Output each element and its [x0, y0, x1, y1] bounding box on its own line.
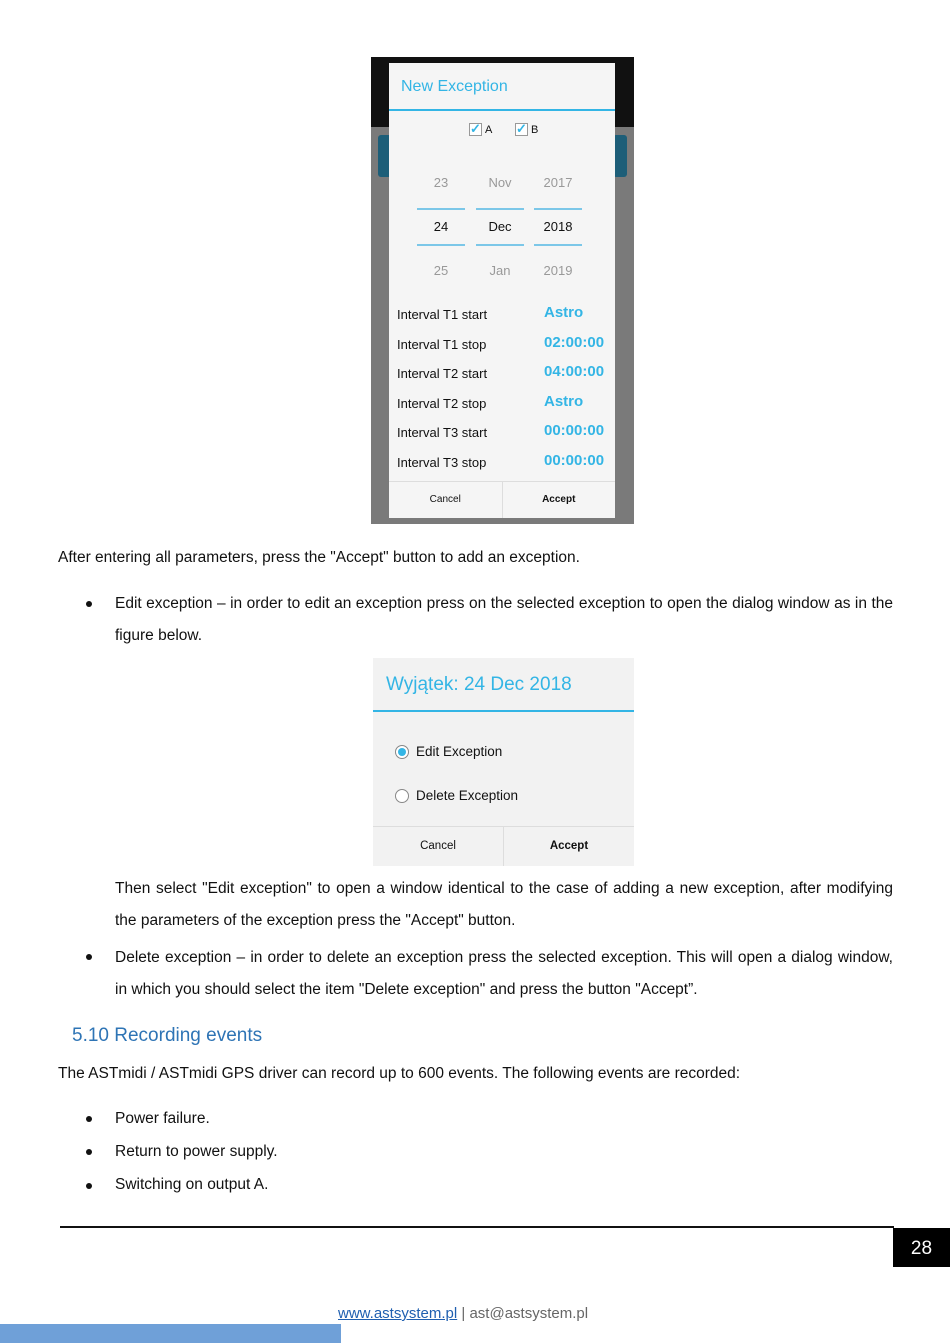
- radio-edit-exception[interactable]: [395, 744, 502, 759]
- row-value[interactable]: 04:00:00: [544, 363, 605, 380]
- exception-options-dialog: [373, 658, 634, 866]
- day-next[interactable]: 25: [433, 263, 449, 278]
- separator: |: [461, 1305, 466, 1322]
- page-number: 28: [893, 1228, 950, 1267]
- title-divider: [389, 109, 615, 111]
- bullet-icon: [86, 601, 92, 607]
- checkbox-a[interactable]: [469, 123, 492, 136]
- cancel-button[interactable]: Cancel: [420, 840, 456, 852]
- radio-empty-icon: [395, 789, 409, 803]
- footer-rule: [60, 1226, 894, 1228]
- row-value[interactable]: 02:00:00: [544, 334, 605, 351]
- email: ast@astsystem.pl: [469, 1305, 589, 1322]
- radio-selected-icon: [395, 745, 409, 759]
- accept-button[interactable]: Accept: [503, 827, 634, 866]
- interval-row[interactable]: [397, 422, 609, 440]
- interval-row[interactable]: [397, 363, 609, 381]
- dialog-buttons: [389, 481, 615, 518]
- picker-line: [534, 208, 582, 210]
- month-prev[interactable]: Nov: [488, 175, 512, 190]
- event-item: Switching on output A.: [115, 1176, 269, 1193]
- row-value[interactable]: 00:00:00: [544, 422, 605, 439]
- paragraph: The ASTmidi / ASTmidi GPS driver can record up to 600 events. The following events are recorded:: [58, 1065, 741, 1082]
- picker-line: [476, 244, 524, 246]
- bullet-edit-exception: Edit exception – in order to edit an exception press on the selected exception to open the dialog window as in the figure below.: [115, 595, 893, 644]
- radio-label: Delete Exception: [416, 788, 519, 803]
- day-selected[interactable]: 24: [433, 219, 449, 234]
- day-prev[interactable]: 23: [433, 175, 449, 190]
- bullet-icon: [86, 1149, 92, 1155]
- bullet-icon: [86, 954, 92, 960]
- row-value[interactable]: 00:00:00: [544, 452, 605, 469]
- picker-line: [534, 244, 582, 246]
- checkbox-label: B: [531, 123, 539, 136]
- row-label: Interval T2 start: [397, 366, 488, 381]
- dialog-title: Wyjątek: 24 Dec 2018: [386, 674, 572, 695]
- picker-line: [476, 208, 524, 210]
- year-prev[interactable]: 2017: [543, 175, 573, 190]
- background-button: [613, 135, 627, 177]
- dialog-title: New Exception: [401, 78, 508, 95]
- event-item: Power failure.: [115, 1110, 210, 1127]
- footer-bar: [0, 1324, 341, 1343]
- event-item: Return to power supply.: [115, 1143, 278, 1160]
- new-exception-screenshot: [371, 57, 634, 524]
- row-label: Interval T1 start: [397, 307, 488, 322]
- month-next[interactable]: Jan: [489, 263, 511, 278]
- website-link[interactable]: www.astsystem.pl: [338, 1305, 458, 1322]
- paragraph: Then select "Edit exception" to open a window identical to the case of adding a new exception, after modifying the parameters of the exception press the "Accept" button.: [115, 880, 893, 929]
- radio-label: Edit Exception: [416, 744, 503, 759]
- row-label: Interval T2 stop: [397, 396, 487, 411]
- bullet-icon: [86, 1183, 92, 1189]
- paragraph: After entering all parameters, press the "Accept" button to add an exception.: [58, 549, 580, 566]
- interval-row[interactable]: [397, 452, 609, 470]
- interval-row[interactable]: [397, 393, 609, 411]
- row-value[interactable]: Astro: [544, 393, 584, 410]
- bullet-icon: [86, 1116, 92, 1122]
- radio-delete-exception[interactable]: [395, 788, 518, 803]
- interval-row[interactable]: [397, 304, 609, 322]
- interval-row[interactable]: [397, 334, 609, 352]
- row-label: Interval T1 stop: [397, 337, 487, 352]
- checkbox-b[interactable]: [515, 123, 538, 136]
- cancel-button[interactable]: Cancel: [429, 494, 461, 505]
- picker-line: [417, 244, 465, 246]
- year-selected[interactable]: 2018: [543, 219, 573, 234]
- row-label: Interval T3 start: [397, 425, 488, 440]
- checkbox-label: A: [485, 123, 493, 136]
- check-icon: ✓: [470, 121, 481, 136]
- title-divider: [373, 710, 634, 712]
- year-next[interactable]: 2019: [543, 263, 573, 278]
- footer-contact: [338, 1305, 588, 1322]
- row-label: Interval T3 stop: [397, 455, 487, 470]
- month-selected[interactable]: Dec: [488, 219, 512, 234]
- picker-line: [417, 208, 465, 210]
- new-exception-dialog: [389, 63, 615, 518]
- check-icon: ✓: [516, 121, 527, 136]
- bullet-delete-exception: Delete exception – in order to delete an exception press the selected exception. This will open a dialog window, in which you should select the item "Delete exception" and press the button "Accept”.: [115, 949, 893, 998]
- accept-button[interactable]: Accept: [502, 482, 616, 518]
- dialog-buttons: [373, 826, 634, 866]
- section-heading: 5.10 Recording events: [72, 1025, 263, 1046]
- row-value[interactable]: Astro: [544, 304, 584, 321]
